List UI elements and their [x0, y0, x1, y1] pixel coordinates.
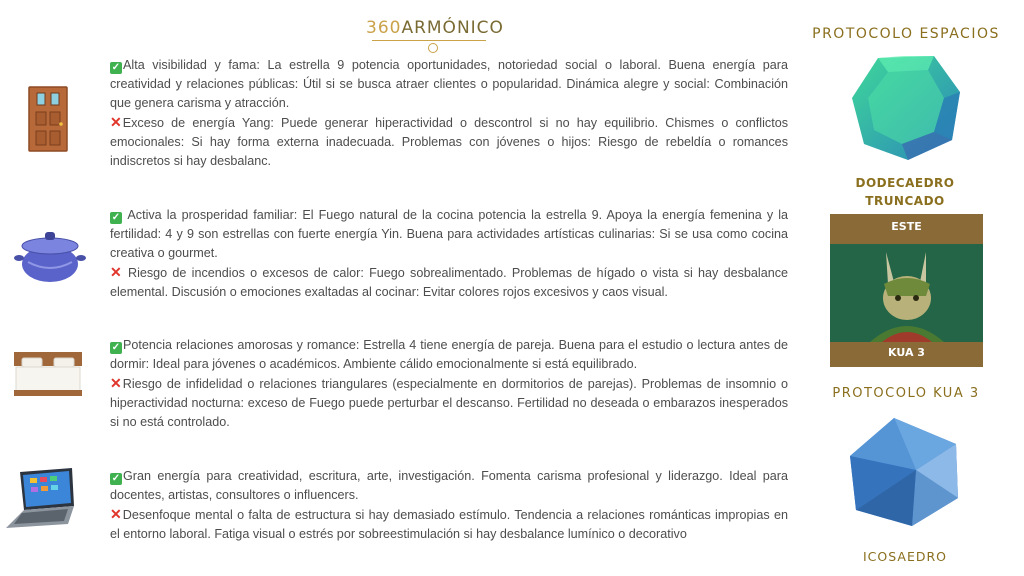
- section-office: [110, 467, 788, 544]
- con-text: ✕Riesgo de infidelidad o relaciones triangulares (especialmente en dormitorios de parejas). Problemas de insomnio o hiperactividad nocturna: exceso de Fuego puede perturbar el descanso. Fertilidad no deseada o embarazos inesperados si no está controlado.: [110, 375, 788, 429]
- pro-text: ✓ Potencia relaciones amorosas y romance: Estrella 4 tiene energía de pareja. Buena para el estudio o lectura antes de dormir: Ideal para jóvenes o académicos. Ambiente cálido emocionalmente si está equilibrado.: [110, 338, 788, 371]
- logo-divider: [372, 40, 486, 41]
- label-dodecaedro: DODECAEDRO TRUNCADO: [855, 176, 955, 208]
- check-icon: ✓: [111, 342, 121, 353]
- check-icon: ✓: [111, 212, 121, 223]
- logo-number: 360: [366, 18, 402, 38]
- section-kitchen: [110, 206, 788, 302]
- con-text: ✕Exceso de energía Yang: Puede generar hiperactividad o descontrol si no hay equilibrio. Chismes o conflictos emocionales: Si hay forma externa inadecuada. Problemas con jóvenes o hijos: Riesgo de rebeldía o romances indiscretos si hay desbalanc.: [110, 114, 788, 168]
- section-bedroom: [110, 336, 788, 432]
- pro-text: ✓ Alta visibilidad y fama: La estrella 9 potencia oportunidades, notoriedad social o laboral. Buena energía para creatividad y relaciones públicas: Útil si se busca atraer clientes o popularidad. Dinámica alegre y social: Combinación que genera carisma y atracción.: [110, 58, 788, 110]
- bed-icon: [12, 352, 84, 398]
- check-icon: ✓: [111, 473, 121, 484]
- kua-card: [830, 214, 983, 367]
- con-text: ✕Desenfoque mental o falta de estructura si hay demasiado estímulo. Tendencia a relaciones románticas impropias en el entorno laboral. Fatiga visual o estrés por sobreestimulación si hay desbalance lumínico o decorativo: [110, 506, 788, 541]
- title-protocolo-espacios: PROTOCOLO ESPACIOS: [812, 26, 1000, 42]
- door-icon: [28, 86, 68, 152]
- section-door: [110, 56, 788, 171]
- con-text: ✕ Riesgo de incendios o excesos de calor: Fuego sobrealimentado. Problemas de hígado o vista si hay desbalance elemental. Discusión o emociones exaltadas al cocinar: Evitar colores rojos excesivos y caos visual.: [110, 264, 788, 299]
- card-direction: ESTE: [891, 220, 922, 233]
- cooking-pot-icon: [14, 228, 86, 284]
- rabbit-warrior-image: [830, 244, 983, 342]
- laptop-icon: [4, 466, 76, 530]
- label-icosaedro: ICOSAEDRO: [862, 549, 948, 564]
- pro-text: ✓ Gran energía para creatividad, escritura, arte, investigación. Fomenta carisma profesional y liderazgo. Ideal para docentes, artistas, consultores o influencers.: [110, 469, 788, 502]
- cross-icon: ✕: [110, 506, 122, 522]
- check-icon: ✓: [111, 62, 121, 73]
- brand-logo: [366, 18, 504, 41]
- title-protocolo-kua: PROTOCOLO KUA 3: [832, 386, 980, 401]
- cross-icon: ✕: [110, 264, 122, 280]
- truncated-dodecahedron-icon: [848, 52, 964, 164]
- pro-text: ✓ Activa la prosperidad familiar: El Fuego natural de la cocina potencia la estrella 9. Apoya la energía femenina y la fertilidad: 4 y 9 son estrellas con fuerte energía Yin. Buena para actividades artísticas culinarias: Si se usa como cocina creativa o gourmet.: [110, 208, 788, 260]
- logo-word: ARMÓNICO: [401, 18, 504, 38]
- cross-icon: ✕: [110, 375, 122, 391]
- card-kua: KUA 3: [888, 346, 925, 359]
- cross-icon: ✕: [110, 114, 122, 130]
- icosahedron-icon: [846, 414, 964, 530]
